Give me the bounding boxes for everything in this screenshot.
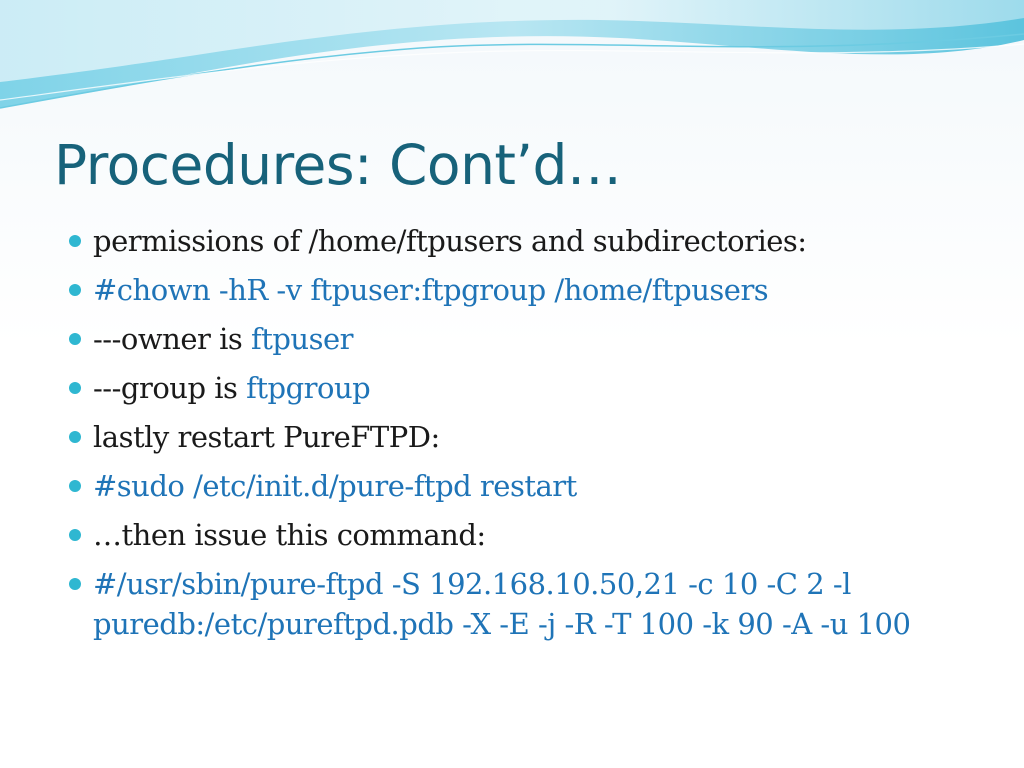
slide-title: Procedures: Cont’d…	[54, 133, 622, 197]
bullet-text: lastly restart PureFTPD:	[93, 420, 440, 454]
bullet-text: ---owner is	[93, 322, 251, 356]
command-text: ftpgroup	[246, 371, 371, 405]
command-text: #chown -hR -v ftpuser:ftpgroup /home/ftpusers	[93, 273, 769, 307]
bullet-icon	[69, 333, 81, 345]
bullet-icon	[69, 578, 81, 590]
bullet-icon	[69, 431, 81, 443]
bullet-text: ---group is	[93, 371, 247, 405]
bullet-icon	[69, 529, 81, 541]
list-item	[66, 466, 966, 506]
command-text: #/usr/sbin/pure-ftpd -S 192.168.10.50,21 -c 10 -C 2 -l puredb:/etc/pureftpd.pdb -X -E -j -R -T 100 -k 90 -A -u 100	[93, 567, 911, 641]
bullet-icon	[69, 284, 81, 296]
command-text: #sudo /etc/init.d/pure-ftpd restart	[93, 469, 577, 503]
wave-header-decoration	[0, 0, 1024, 120]
list-item	[66, 319, 966, 359]
bullet-list	[66, 221, 966, 653]
list-item	[66, 515, 966, 555]
bullet-icon	[69, 235, 81, 247]
bullet-icon	[69, 382, 81, 394]
list-item	[66, 368, 966, 408]
list-item	[66, 270, 966, 310]
bullet-icon	[69, 480, 81, 492]
list-item	[66, 417, 966, 457]
bullet-text: …then issue this command:	[93, 518, 486, 552]
bullet-text: permissions of /home/ftpusers and subdirectories:	[93, 224, 807, 258]
list-item	[66, 221, 966, 261]
list-item	[66, 564, 966, 644]
command-text: ftpuser	[250, 322, 354, 356]
